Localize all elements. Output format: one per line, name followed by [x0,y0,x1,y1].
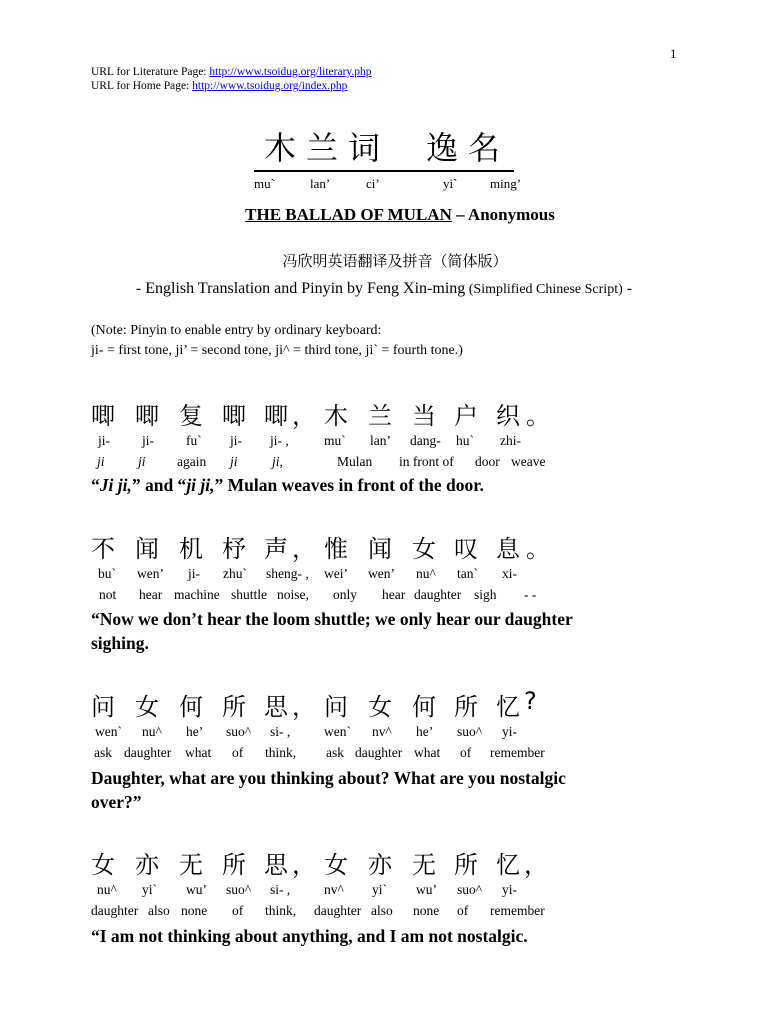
subtitle-english-main: - English Translation and Pinyin by Feng Xin-ming [135,280,466,297]
home-url-line [91,80,347,92]
gloss: of [232,903,244,918]
chinese-char: 思 [264,851,288,879]
chinese-char: 何 [179,693,203,721]
chinese-char: 机 [179,535,203,563]
gloss: weave [511,454,546,469]
chinese-char: 声 [264,535,288,563]
gloss: in front of [399,454,454,469]
pinyin: zhi- [500,433,521,448]
literature-url-line [91,66,372,78]
pinyin: zhu` [223,566,247,581]
translation: “Ji ji,” and “ji ji,” Mulan weaves in front of the door. [91,475,484,495]
pinyin: he’ [186,724,204,739]
translation-line: Daughter, what are you thinking about? What are you nostalgic [91,768,566,788]
gloss: of [457,903,469,918]
title-pinyin: ci’ [366,176,380,191]
chinese-char: 杼 [222,535,246,563]
chinese-char: 亦 [135,851,159,879]
chinese-char: 唧 [264,402,288,430]
pinyin: ji- , [270,433,289,448]
pinyin: bu` [98,566,116,581]
gloss: remember [490,745,545,760]
chinese-char: 女 [412,535,436,563]
chinese-char: 叹 [454,535,478,563]
gloss: Mulan [337,454,373,469]
pinyin: fu` [186,433,202,448]
title-pinyin: lan’ [310,176,331,191]
chinese-char: 问 [324,693,348,721]
gloss: what [185,745,212,760]
pinyin: wen` [95,724,122,739]
pinyin: nv^ [372,724,392,739]
gloss: daughter [91,903,139,918]
literature-link[interactable]: http://www.tsoidug.org/literary.php [209,66,372,78]
gloss: again [177,454,207,469]
title-chinese-main: 木兰词 [263,129,390,167]
title-chinese-author: 逸名 [426,129,511,167]
pinyin: he’ [416,724,434,739]
chinese-char: 问 [91,693,115,721]
chinese-char: 兰 [368,402,392,430]
chinese-punct: 。 [526,535,550,563]
gloss: also [371,903,393,918]
pinyin: suo^ [226,882,252,897]
note-line-2: ji- = first tone, ji’ = second tone, ji^ = third tone, ji` = fourth tone.) [91,343,463,358]
chinese-char: 所 [454,851,478,879]
chinese-punct: 。 [526,402,550,430]
chinese-char: 亦 [368,851,392,879]
pinyin: ji- [98,433,110,448]
pinyin: sheng- , [266,566,309,581]
pinyin: yi- [502,882,517,897]
gloss: of [232,745,244,760]
gloss: shuttle [231,587,267,602]
gloss: none [413,903,440,918]
pinyin: si- , [270,882,291,897]
chinese-char: 不 [91,535,115,563]
title-pinyin: yi` [443,176,458,191]
chinese-punct: ， [292,693,316,721]
gloss: sigh [474,587,497,602]
gloss: ji [138,454,146,469]
pinyin: dang- [410,433,441,448]
gloss: ask [94,745,112,760]
pinyin: nu^ [142,724,162,739]
chinese-char: 所 [454,693,478,721]
chinese-char: 唧 [222,402,246,430]
gloss: remember [490,903,545,918]
gloss: ji [230,454,238,469]
gloss: ji, [272,454,283,469]
pinyin: wu’ [416,882,437,897]
gloss: machine [174,587,220,602]
title-english [0,205,768,225]
title-chinese [0,128,768,172]
chinese-char: 唧 [135,402,159,430]
pinyin: hu` [456,433,474,448]
gloss: none [181,903,208,918]
chinese-char: 木 [324,402,348,430]
chinese-char: 复 [179,402,203,430]
pinyin: yi- [502,724,517,739]
gloss: only [333,587,358,602]
subtitle-english [0,280,768,298]
chinese-char: 闻 [368,535,392,563]
gloss: not [99,587,117,602]
gloss: what [414,745,441,760]
chinese-char: 忆 [496,693,520,721]
home-url-label: URL for Home Page: [91,80,193,92]
chinese-char: 唧 [91,402,115,430]
pinyin: suo^ [457,724,483,739]
pinyin: wu’ [186,882,207,897]
pinyin: nu^ [416,566,436,581]
gloss: ask [326,745,344,760]
translation-line: “I am not thinking about anything, and I am not nostalgic. [91,926,528,946]
gloss: daughter [124,745,172,760]
literature-url-label: URL for Literature Page: [91,66,210,78]
chinese-char: 女 [91,851,115,879]
gloss: daughter [355,745,403,760]
gloss: door [475,454,500,469]
pinyin: xi- [502,566,517,581]
pinyin: yi` [372,882,387,897]
pinyin: nu^ [97,882,117,897]
gloss: hear [382,587,406,602]
chinese-char: 女 [368,693,392,721]
pinyin: mu` [324,433,346,448]
pinyin: wei’ [324,566,348,581]
pinyin: ji- [188,566,200,581]
chinese-punct: ， [524,851,548,879]
pinyin: wen` [324,724,351,739]
pinyin: si- , [270,724,291,739]
chinese-char: 女 [324,851,348,879]
home-link[interactable]: http://www.tsoidug.org/index.php [192,80,348,92]
pinyin: suo^ [457,882,483,897]
title-pinyin: mu` [254,176,275,191]
pinyin: wen’ [137,566,164,581]
chinese-punct: ， [292,851,316,879]
gloss: hear [139,587,163,602]
gloss: think, [265,903,297,918]
translation-line: sighing. [91,633,149,653]
gloss: ji [97,454,105,469]
pinyin: nv^ [324,882,344,897]
gloss: - - [524,587,537,602]
chinese-char: 当 [412,402,436,430]
pinyin: ji- [230,433,242,448]
pinyin: suo^ [226,724,252,739]
gloss: also [148,903,170,918]
subtitle-english-end: - [622,280,633,297]
page-number: 1 [670,46,677,61]
gloss: think, [265,745,297,760]
chinese-char: 何 [412,693,436,721]
chinese-char: 织 [496,402,520,430]
gloss: daughter [414,587,462,602]
title-english-main: THE BALLAD OF MULAN [245,205,452,224]
pinyin: wen’ [368,566,395,581]
chinese-char: 户 [454,402,478,430]
subtitle-chinese: 冯欣明英语翻译及拼音（简体版） [282,252,508,270]
chinese-punct: ? [524,687,537,715]
pinyin: yi` [142,882,157,897]
translation-line: “Now we don’t hear the loom shuttle; we only hear our daughter [91,609,573,629]
title-pinyin: ming’ [490,176,522,191]
subtitle-english-script: (Simplified Chinese Script) [465,282,623,297]
translation-line: over?” [91,792,142,812]
title-english-author: – Anonymous [451,205,555,224]
chinese-char: 惟 [324,535,348,563]
pinyin: tan` [457,566,478,581]
pinyin: lan’ [370,433,391,448]
note-line-1: (Note: Pinyin to enable entry by ordinary keyboard: [91,323,382,338]
gloss: of [460,745,472,760]
chinese-char: 闻 [135,535,159,563]
pinyin: ji- [142,433,154,448]
gloss: daughter [314,903,362,918]
chinese-char: 无 [412,851,436,879]
chinese-punct: ， [292,402,316,430]
chinese-char: 所 [222,693,246,721]
chinese-char: 女 [135,693,159,721]
chinese-char: 息 [496,535,520,563]
chinese-char: 无 [179,851,203,879]
chinese-char: 思 [264,693,288,721]
chinese-char: 忆 [496,851,520,879]
chinese-punct: ， [292,535,316,563]
gloss: noise, [277,587,309,602]
chinese-char: 所 [222,851,246,879]
